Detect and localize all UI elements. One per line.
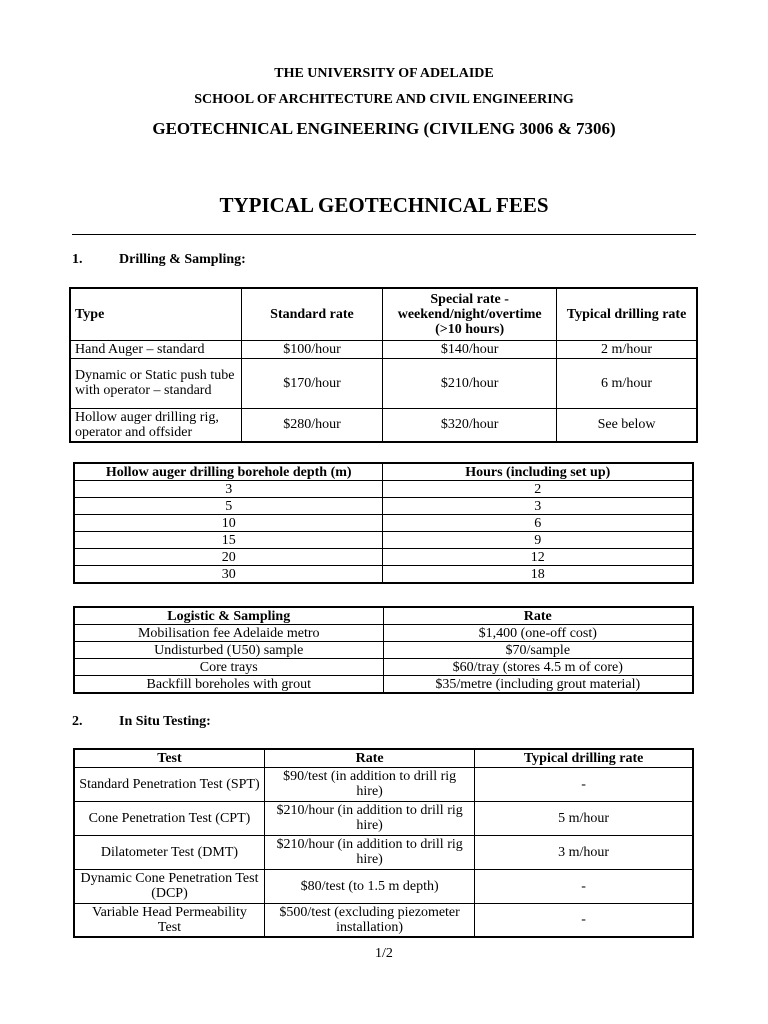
table-row — [74, 835, 693, 869]
table-row — [70, 408, 697, 442]
section-number: 1. — [72, 252, 83, 267]
table-cell: 6 m/hour — [557, 358, 697, 408]
table-cell: $280/hour — [241, 408, 382, 442]
table-cell: $80/test (to 1.5 m depth) — [264, 869, 474, 903]
table-cell: Standard Penetration Test (SPT) — [74, 767, 264, 801]
table-cell: - — [475, 903, 693, 937]
table-row — [74, 801, 693, 835]
table-cell: 30 — [74, 566, 383, 584]
section-heading-drilling — [72, 252, 246, 268]
table-cell: 6 — [383, 515, 693, 532]
table-header-row — [74, 749, 693, 767]
drilling-rates-table — [69, 287, 698, 443]
table-cell: Core trays — [74, 659, 383, 676]
column-header: Type — [70, 288, 241, 340]
table-cell: $140/hour — [383, 340, 557, 358]
table-cell: Mobilisation fee Adelaide metro — [74, 625, 383, 642]
table-cell: $170/hour — [241, 358, 382, 408]
table-row — [70, 358, 697, 408]
table-row — [74, 869, 693, 903]
table-cell: 5 — [74, 498, 383, 515]
table-cell: Backfill boreholes with grout — [74, 676, 383, 694]
table-cell: 15 — [74, 532, 383, 549]
column-header: Test — [74, 749, 264, 767]
table-cell: Hollow auger drilling rig, operator and offsider — [70, 408, 241, 442]
table-cell: $210/hour (in addition to drill rig hire) — [264, 835, 474, 869]
table-cell: $70/sample — [383, 642, 693, 659]
table-cell: 3 — [74, 481, 383, 498]
column-header: Typical drilling rate — [475, 749, 693, 767]
table-cell: $60/tray (stores 4.5 m of core) — [383, 659, 693, 676]
column-header: Standard rate — [241, 288, 382, 340]
logistic-sampling-table — [73, 606, 694, 694]
section-heading-insitu — [72, 714, 211, 730]
table-cell: - — [475, 767, 693, 801]
university-name: THE UNIVERSITY OF ADELAIDE — [274, 66, 494, 81]
table-row — [74, 532, 693, 549]
table-cell: - — [475, 869, 693, 903]
borehole-depth-table — [73, 462, 694, 584]
table-row — [74, 903, 693, 937]
table-cell: Variable Head Permeability Test — [74, 903, 264, 937]
table-row — [74, 767, 693, 801]
column-header: Special rate - weekend/night/overtime (>10 hours) — [383, 288, 557, 340]
table-cell: $100/hour — [241, 340, 382, 358]
table-cell: Hand Auger – standard — [70, 340, 241, 358]
table-cell: See below — [557, 408, 697, 442]
document-title: TYPICAL GEOTECHNICAL FEES — [219, 193, 549, 217]
table-cell: Undisturbed (U50) sample — [74, 642, 383, 659]
title-divider — [72, 234, 696, 235]
table-cell: 5 m/hour — [475, 801, 693, 835]
table-row — [74, 515, 693, 532]
page-number: 1/2 — [375, 946, 393, 961]
column-header: Hours (including set up) — [383, 463, 693, 481]
column-header: Typical drilling rate — [557, 288, 697, 340]
section-title: Drilling & Sampling: — [119, 252, 246, 267]
column-header: Logistic & Sampling — [74, 607, 383, 625]
table-row — [74, 481, 693, 498]
table-cell: $90/test (in addition to drill rig hire) — [264, 767, 474, 801]
table-cell: 2 — [383, 481, 693, 498]
table-cell: Cone Penetration Test (CPT) — [74, 801, 264, 835]
column-header: Hollow auger drilling borehole depth (m) — [74, 463, 383, 481]
table-cell: 3 m/hour — [475, 835, 693, 869]
table-cell: $500/test (excluding piezometer installation) — [264, 903, 474, 937]
table-header-row — [74, 463, 693, 481]
table-row — [74, 625, 693, 642]
column-header: Rate — [264, 749, 474, 767]
table-cell: $1,400 (one-off cost) — [383, 625, 693, 642]
insitu-testing-table — [73, 748, 694, 938]
section-title: In Situ Testing: — [119, 714, 211, 729]
table-cell: 20 — [74, 549, 383, 566]
table-cell: Dynamic or Static push tube with operator – standard — [70, 358, 241, 408]
table-cell: 10 — [74, 515, 383, 532]
table-row — [74, 642, 693, 659]
table-row — [74, 676, 693, 694]
course-title: GEOTECHNICAL ENGINEERING (CIVILENG 3006 & 7306) — [152, 119, 616, 138]
table-cell: 2 m/hour — [557, 340, 697, 358]
table-cell: 18 — [383, 566, 693, 584]
table-cell: Dynamic Cone Penetration Test (DCP) — [74, 869, 264, 903]
table-header-row — [74, 607, 693, 625]
table-cell: $35/metre (including grout material) — [383, 676, 693, 694]
table-row — [74, 566, 693, 584]
table-row — [74, 498, 693, 515]
table-cell: 12 — [383, 549, 693, 566]
table-cell: $210/hour (in addition to drill rig hire) — [264, 801, 474, 835]
table-cell: $320/hour — [383, 408, 557, 442]
school-name: SCHOOL OF ARCHITECTURE AND CIVIL ENGINEERING — [194, 92, 574, 107]
section-number: 2. — [72, 714, 83, 729]
table-cell: 3 — [383, 498, 693, 515]
table-row — [74, 549, 693, 566]
column-header: Rate — [383, 607, 693, 625]
table-row — [70, 340, 697, 358]
table-row — [74, 659, 693, 676]
table-cell: Dilatometer Test (DMT) — [74, 835, 264, 869]
table-cell: $210/hour — [383, 358, 557, 408]
table-header-row — [70, 288, 697, 340]
table-cell: 9 — [383, 532, 693, 549]
